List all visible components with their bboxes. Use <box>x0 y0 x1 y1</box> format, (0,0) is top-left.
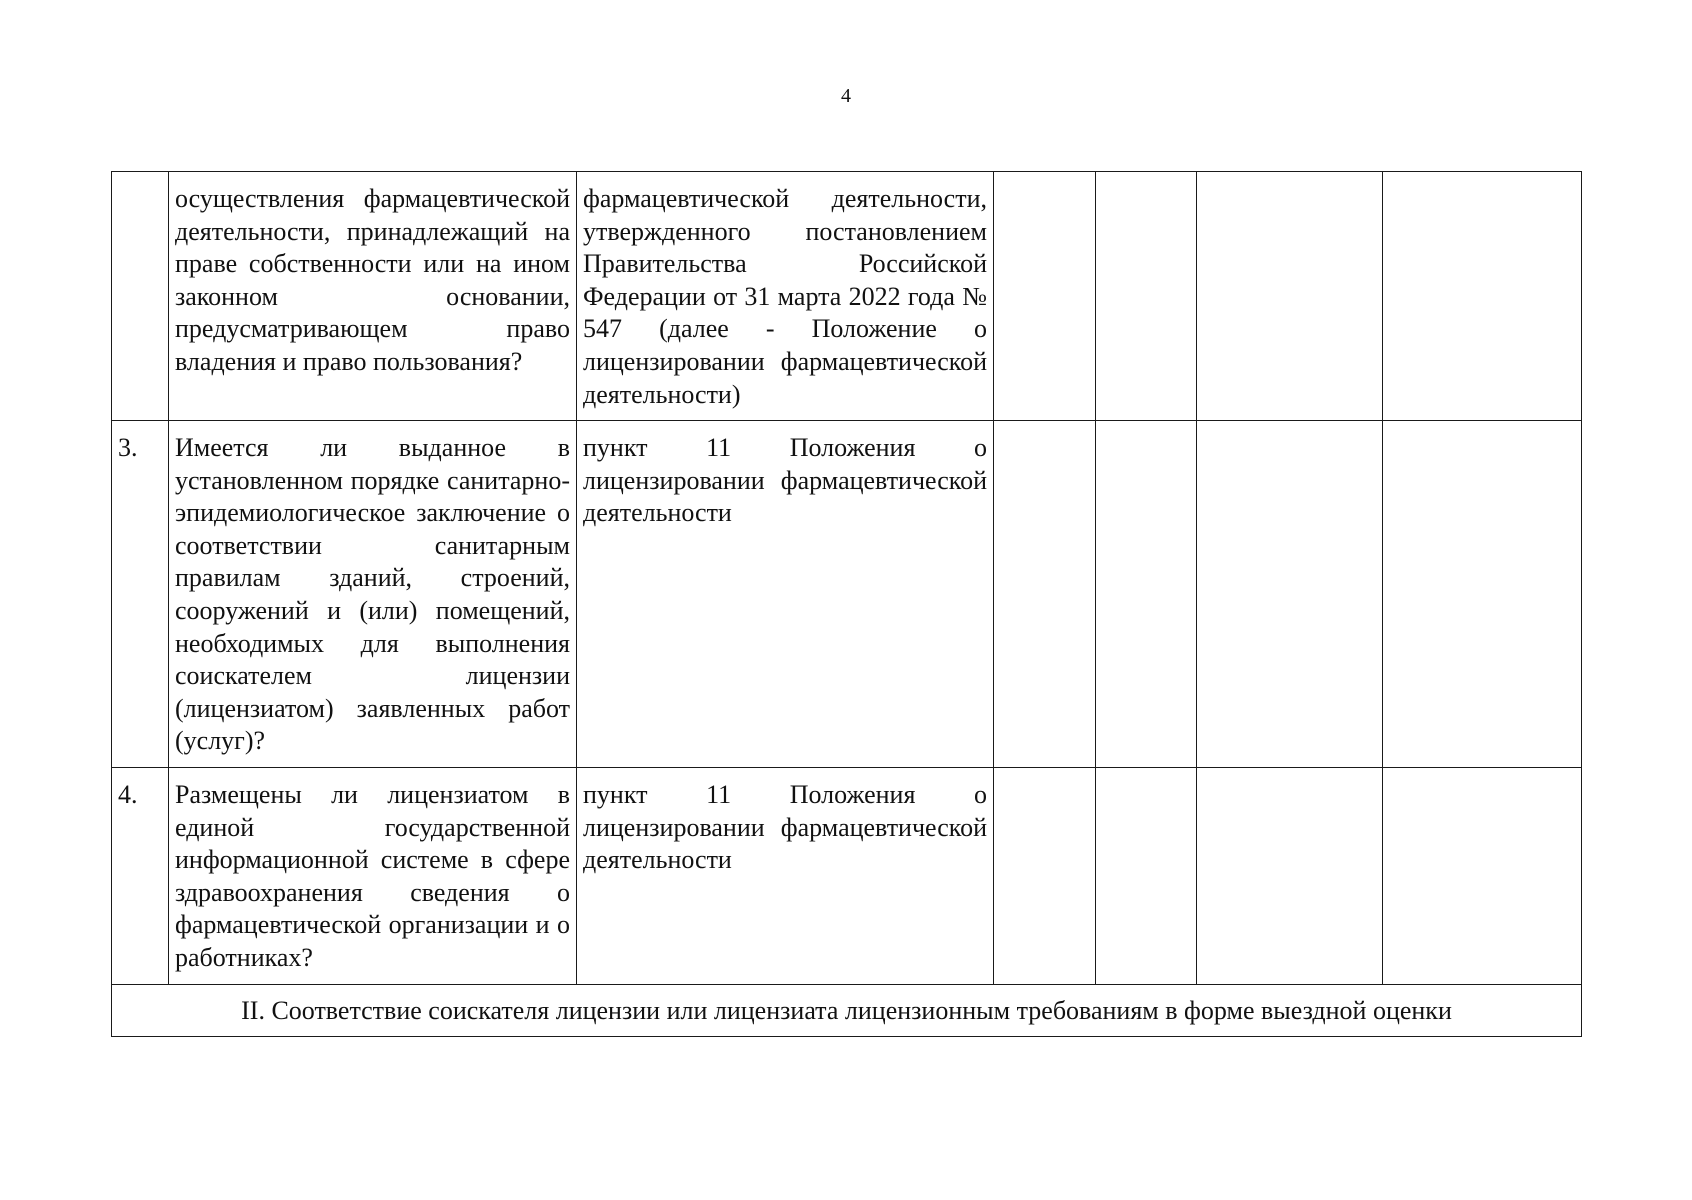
section-heading-row <box>112 985 1582 1037</box>
row-number: 4. <box>112 768 169 985</box>
answer-no-cell <box>1096 768 1197 985</box>
question-cell: Имеется ли выданное в установленном порядке санитарно-эпидемиологическое заключение о соответствии санитарным правилам зданий, строений, сооружений и (или) помещений, необходимых для выполнения соискателем лицензии (лицензиатом) заявленных работ (услуг)? <box>169 421 577 768</box>
table-row <box>112 172 1582 421</box>
notes-cell <box>1383 421 1582 768</box>
answer-yes-cell <box>994 172 1096 421</box>
answer-not-applicable-cell <box>1197 768 1383 985</box>
page-number: 4 <box>841 85 851 107</box>
question-cell: Размещены ли лицензиатом в единой государственной информационной системе в сфере здравоохранения сведения о фармацевтической организации и о работниках? <box>169 768 577 985</box>
checklist-table <box>111 171 1582 1037</box>
answer-yes-cell <box>994 768 1096 985</box>
legal-reference-cell: пункт 11 Положения о лицензировании фармацевтической деятельности <box>577 421 994 768</box>
answer-not-applicable-cell <box>1197 172 1383 421</box>
answer-no-cell <box>1096 421 1197 768</box>
answer-no-cell <box>1096 172 1197 421</box>
legal-reference-cell: фармацевтической деятельности, утвержденного постановлением Правительства Российской Федерации от 31 марта 2022 года № 547 (далее - Положение о лицензировании фармацевтической деятельности) <box>577 172 994 421</box>
row-number: 3. <box>112 421 169 768</box>
notes-cell <box>1383 172 1582 421</box>
table-row <box>112 421 1582 768</box>
table-row <box>112 768 1582 985</box>
question-cell: осуществления фармацевтической деятельности, принадлежащий на праве собственности или на ином законном основании, предусматривающем право владения и право пользования? <box>169 172 577 421</box>
section-heading: II. Соответствие соискателя лицензии или лицензиата лицензионным требованиям в форме выездной оценки <box>112 985 1582 1037</box>
row-number <box>112 172 169 421</box>
answer-not-applicable-cell <box>1197 421 1383 768</box>
answer-yes-cell <box>994 421 1096 768</box>
notes-cell <box>1383 768 1582 985</box>
legal-reference-cell: пункт 11 Положения о лицензировании фармацевтической деятельности <box>577 768 994 985</box>
